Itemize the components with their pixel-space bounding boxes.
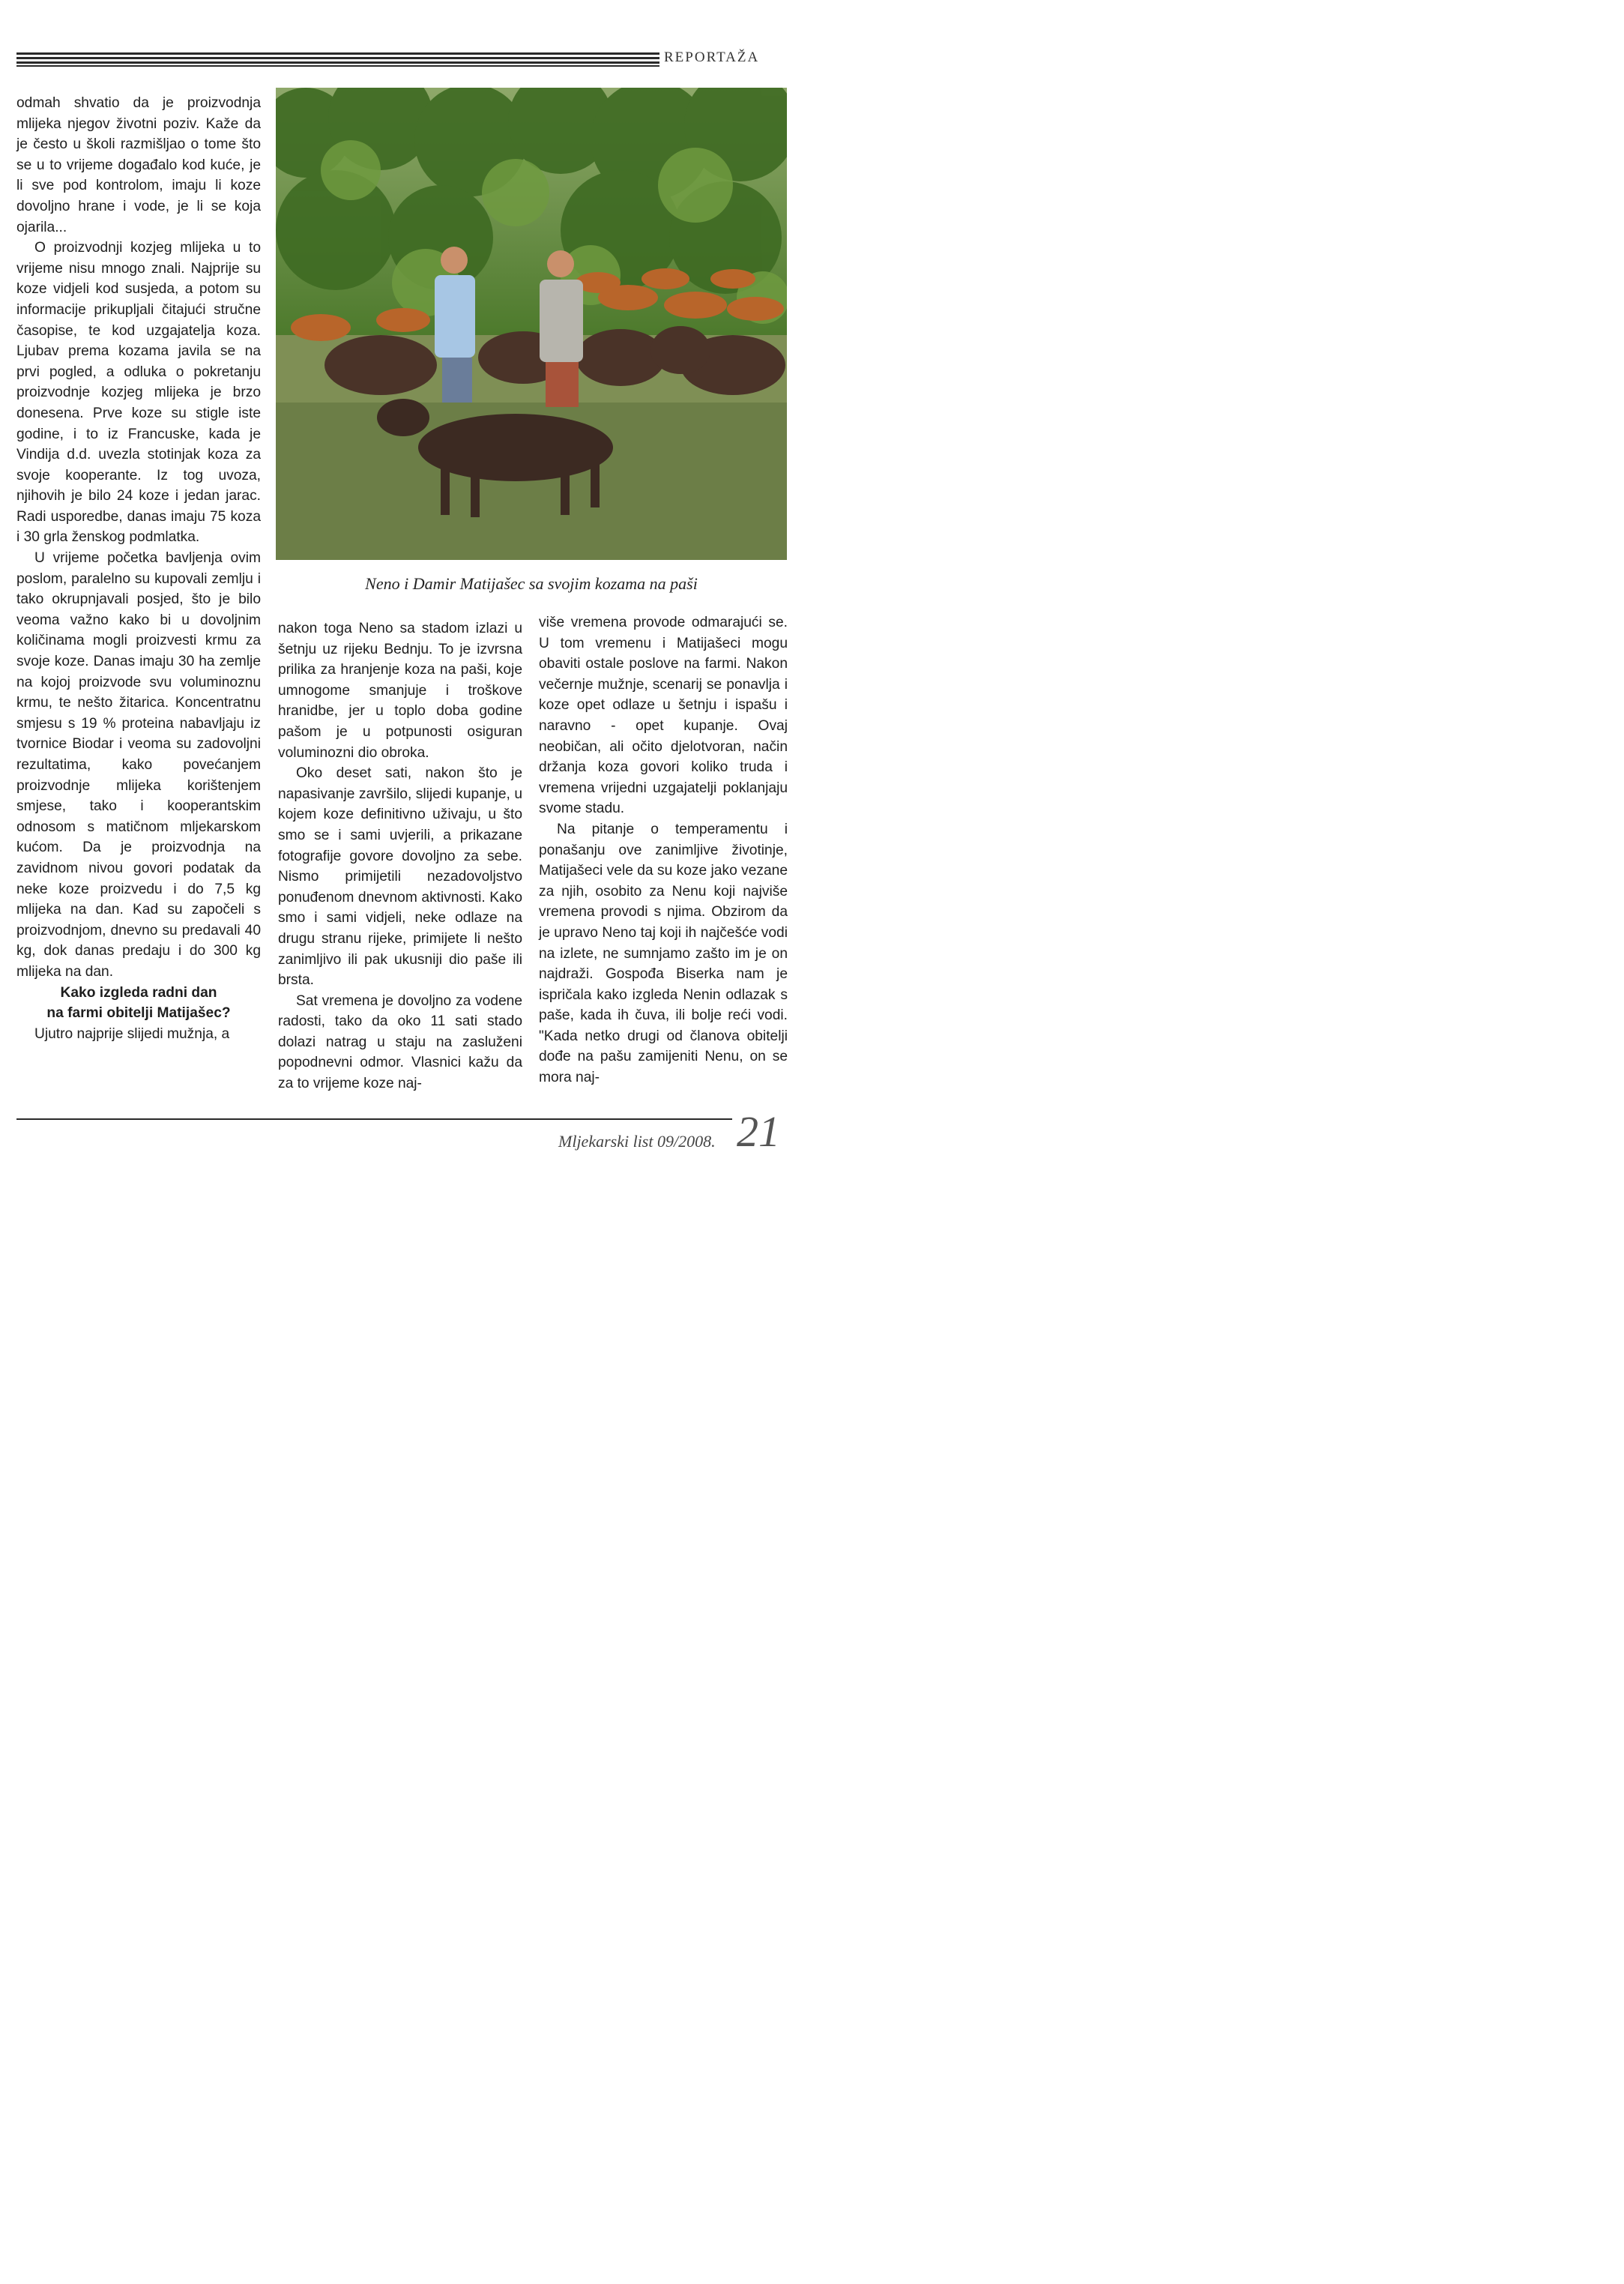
paragraph: Oko deset sati, nakon što je napasivanje završilo, slijedi kupanje, u kojem koze definitivno uživaju, u što smo se i sami uvjerili, a prikazane fotografije govore dovoljno za sebe. Nismo primijetili nezadovoljstvo ponuđenom dnevnom aktivnosti. Kako smo i sami vidjeli, neke odlaze na drugu stranu rijeke, primijete li nešto zanimljivo ili pak ukusniji dio paše ili brsta. [278, 765, 522, 989]
section-label: REPORTAŽA [664, 49, 760, 65]
article-column-1 [16, 93, 261, 1044]
article-column-3 [539, 612, 788, 1088]
photo-caption: Neno i Damir Matijašec sa svojim kozama na paši [365, 574, 698, 593]
paragraph: O proizvodnji kozjeg mlijeka u to vrijeme nisu mnogo znali. Najprije su koze vidjeli kod susjeda, a potom su informacije prikupljali čitajući stručne časopise, te kod uzgajatelja koza. Ljubav prema kozama javila se na prvi pogled, a odluka o pokretanju proizvodnje kozjeg mlijeka je brzo donesena. Prve koze su stigle iste godine, i to iz Francuske, kada je Vindija d.d. uvezla stotinjak koza za svoje kooperante. Iz tog uvoza, njihovih je bilo 24 koze i jedan jarac. Radi usporedbe, danas imaju 75 koza i 30 grla ženskog podmlatka. [16, 240, 261, 546]
subheading-line-1: Kako izgleda radni dan [60, 984, 217, 1001]
paragraph: Na pitanje o temperamentu i ponašanju ove zanimljive životinje, Matijašeci vele da su koze jako vezane za njih, osobito za Nenu koji najviše vremena provodi s njima. Obzirom da je upravo Neno taj koji ih najčešće vodi na izlete, ne sumnjamo zašto im je on najdraži. Gospođa Biserka nam je ispričala kako izgleda Nenin odlazak s paše, kada ih čuva, ili bolje reći vodi. "Kada netko drugi od članova obitelji dođe na pašu zamijeniti Nenu, on se mora naj- [539, 821, 788, 1086]
paragraph: odmah shvatio da je proizvodnja mlijeka njegov životni poziv. Kaže da je često u školi razmišljao o tome što se u to vrijeme događalo kod kuće, je li sve pod kontrolom, imaju li koze dovoljno hrane i vode, je li se koja ojarila... [16, 95, 261, 235]
paragraph: Ujutro najprije slijedi mužnja, a [34, 1025, 230, 1042]
article-photo [276, 88, 787, 560]
paragraph: nakon toga Neno sa stadom izlazi u šetnju uz rijeku Bednju. To je izvrsna prilika za hranjenje koza na paši, koje umnogome smanjuje i troškove hranidbe, jer u toplo doba godine pašom je u potpunosti osiguran voluminozni dio obroka. [278, 621, 522, 761]
footer-rule [16, 1118, 732, 1120]
page-number: 21 [737, 1107, 780, 1156]
header-rules [16, 52, 659, 67]
publication-name: Mljekarski list 09/2008. [558, 1132, 716, 1151]
paragraph: U vrijeme početka bavljenja ovim poslom, paralelno su kupovali zemlju i tako okrupnjavali posjed, što je bilo veoma važno kako bi u dovoljnim količinama mogli proizvesti krmu za svoje koze. Danas imaju 30 ha zemlje na kojoj proizvode svu voluminoznu krmu, te nešto žitarica. Koncentratnu smjesu s 19 % proteina nabavljaju iz tvornice Biodar i veoma su zadovoljni rezultatima, kako povećanjem proizvodnje mlijeka korištenjem smjese, tako i kooperantskim odnosom s matičnom mljekarskom kućom. Da je proizvodnja na zavidnom nivou govori podatak da neke koze proizvedu i do 7,5 kg mlijeka na dan. Kad su započeli s proizvodnjom, dnevno su predavali 40 kg, dok danas predaju i do 300 kg mlijeka na dan. [16, 550, 261, 980]
paragraph: više vremena provode odmarajući se. U tom vremenu i Matijašeci mogu obaviti ostale poslove na farmi. Nakon večernje mužnje, scenarij se ponavlja i koze opet odlaze u šetnju i ispašu i naravno - opet kupanje. Ovaj neobičan, ali očito djelotvoran, način držanja koza govori koliko truda i vremena vrijedni uzgajatelji poklanjaju svome stadu. [539, 615, 788, 817]
article-column-2 [278, 618, 522, 1094]
subheading-line-2: na farmi obitelji Matijašec? [46, 1005, 231, 1022]
paragraph: Sat vremena je dovoljno za vodene radosti, tako da oko 11 sati stado dolazi natrag u staju na zasluženi popodnevni odmor. Vlasnici kažu da za to vrijeme koze naj- [278, 992, 522, 1092]
